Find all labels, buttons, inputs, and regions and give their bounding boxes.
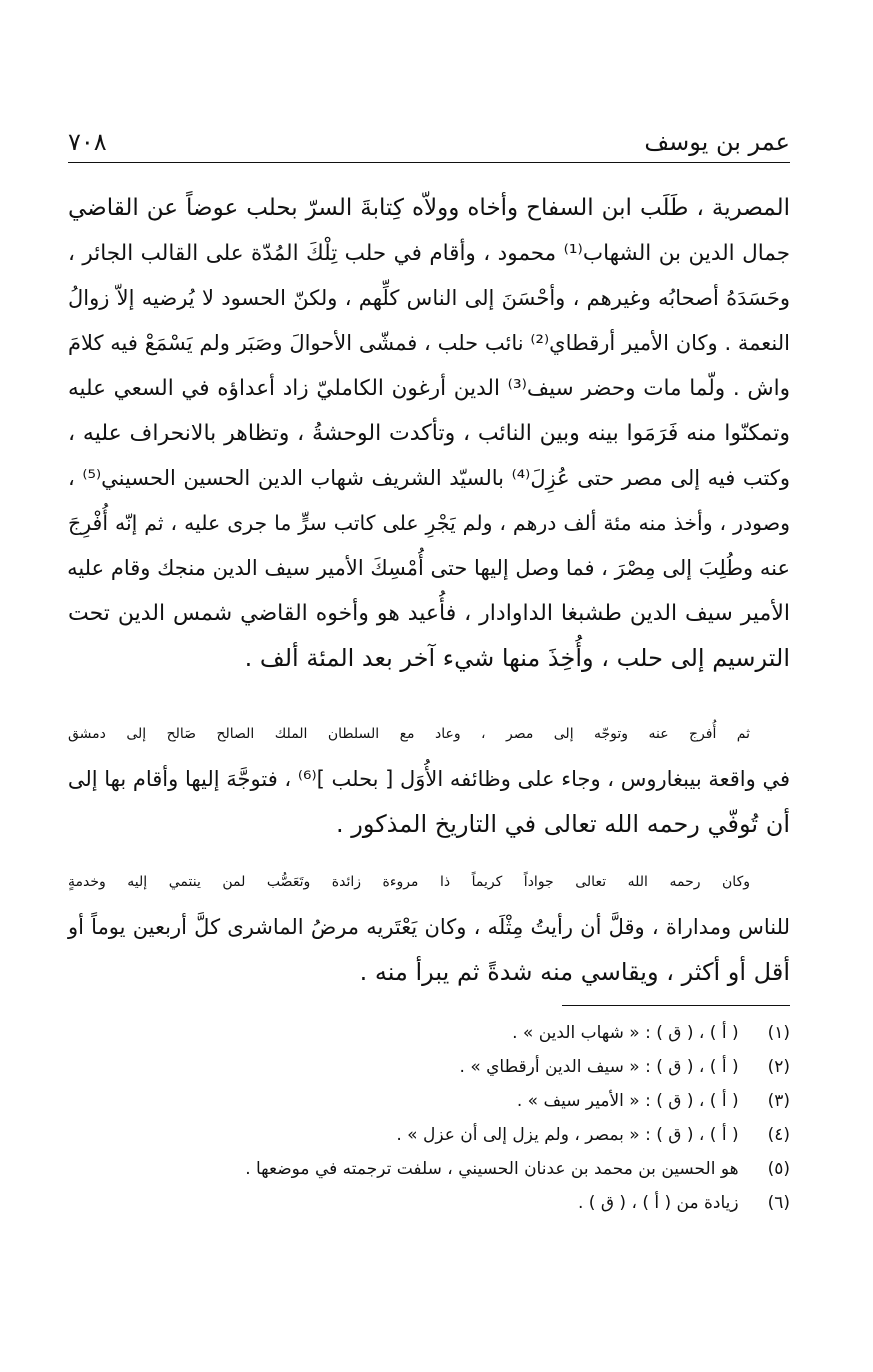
text-line: في واقعة بيبغاروس ، وجاء على وظائفه الأُوَل [ بحلب ]⁽⁶⁾ ، فتوجَّهَ إليها وأقام بها إلى <box>67 767 790 791</box>
footnote-number: (٥) <box>767 1159 790 1179</box>
footnote-text: زيادة من ( أ ) ، ( ق ) . <box>577 1193 739 1213</box>
footnote <box>68 1118 790 1152</box>
footnote-text: ( أ ) ، ( ق ) : « سيف الدين أرقطاي » . <box>459 1057 739 1077</box>
running-title: عمر بن يوسف <box>644 128 790 156</box>
paragraph-3 <box>68 860 790 995</box>
footnote <box>68 1084 790 1118</box>
text-line: الأمير سيف الدين طشبغا الداوادار ، فأُعيد هو وأخوه القاضي شمس الدين تحت <box>68 601 790 626</box>
footnote-rule <box>562 1005 790 1006</box>
text-line: النعمة . وكان الأمير أرقطاي⁽²⁾ نائب حلب ، فمشّى الأحوالَ وصَبَر ولم يَسْمَعْ فيه كلامَ <box>68 331 791 355</box>
footnote-number: (١) <box>767 1023 790 1043</box>
footnote <box>68 1016 790 1050</box>
text-line: المصرية ، طَلَب ابن السفاح وأخاه وولاّه كِتابةَ السرّ بحلب عوضاً عن القاضي <box>68 195 790 221</box>
text-line: الترسيم إلى حلب ، وأُخِذَ منها شيء آخر بعد المئة ألف . <box>244 644 790 672</box>
text-line: وحَسَدَهُ أصحابُه وغيرهم ، وأحْسَنَ إلى الناس كلِّهم ، ولكنّ الحسود لا يُرضيه إلاّ زوالُ <box>68 286 790 310</box>
footnote <box>68 1152 790 1186</box>
text-line: أقل أو أكثر ، ويقاسي منه شدةً ثم يبرأ منه . <box>359 958 790 986</box>
text-line: وكتب فيه إلى مصر حتى عُزِلَ⁽⁴⁾ بالسيّد الشريف شهاب الدين الحسين الحسيني⁽⁵⁾ ، <box>68 466 790 490</box>
text-line: للناس ومداراة ، وقلَّ أن رأيتُ مِثْلَه ، وكان يَعْتَريه مرضُ الماشرى كلَّ أربعين يوماً أو <box>68 915 790 939</box>
text-line: واش . ولّما مات وحضر سيف⁽³⁾ الدين أرغون الكامليّ زاد أعداؤه في السعي عليه <box>68 376 791 401</box>
page-number: ٧٠٨ <box>68 128 107 156</box>
footnote-number: (٦) <box>767 1193 790 1213</box>
text-line: وصودر ، وأخذ منه مئة ألف درهم ، ولم يَجْرِ على كاتب سرٍّ ما جرى عليه ، ثم إنّه أُفْرِجَ <box>68 511 790 535</box>
footnote <box>68 1050 790 1084</box>
footnotes <box>68 1016 790 1220</box>
footnote <box>68 1186 790 1220</box>
footnote-text: ( أ ) ، ( ق ) : « شهاب الدين » . <box>512 1023 739 1043</box>
footnote-text: هو الحسين بن محمد بن عدنان الحسيني ، سلفت ترجمته في موضعها . <box>245 1159 739 1179</box>
running-header <box>68 126 790 164</box>
footnote-number: (٢) <box>767 1057 790 1077</box>
footnote-number: (٤) <box>767 1125 790 1145</box>
footnote-number: (٣) <box>767 1091 790 1111</box>
text-line: عنه وطُلِبَ إلى مِصْرَ ، فما وصل إليها حتى أُمْسِكَ الأمير سيف الدين منجك وقام عليه <box>67 556 790 580</box>
text-line: وتمكنّوا منه فَرَمَوا بينه وبين النائب ، وتأكدت الوحشةُ ، وتظاهر بالانحراف عليه ، <box>68 421 790 446</box>
paragraph-1 <box>68 186 790 681</box>
footnote-text: ( أ ) ، ( ق ) : « الأمير سيف » . <box>516 1091 739 1111</box>
text-line: جمال الدين بن الشهاب⁽¹⁾ محمود ، وأقام في حلب تِلْكَ المُدّة على القالب الجائر ، <box>68 241 791 266</box>
paragraph-2 <box>68 712 790 847</box>
text-line: أن تُوفّي رحمه الله تعالى في التاريخ المذكور . <box>336 810 790 838</box>
text-line: وكان رحمه الله تعالى جواداً كريماً ذا مروءة زائدة وتَعَصُّب لمن ينتمي إليه وخدمةٍ <box>68 874 750 890</box>
footnote-text: ( أ ) ، ( ق ) : « بمصر ، ولم يزل إلى أن عزل » . <box>396 1125 739 1145</box>
header-rule <box>68 162 790 163</box>
text-line: ثم أُفرج عنه وتوجّه إلى مصر ، وعاد مع السلطان الملك الصالح صَالح إلى دمشق <box>68 726 750 742</box>
